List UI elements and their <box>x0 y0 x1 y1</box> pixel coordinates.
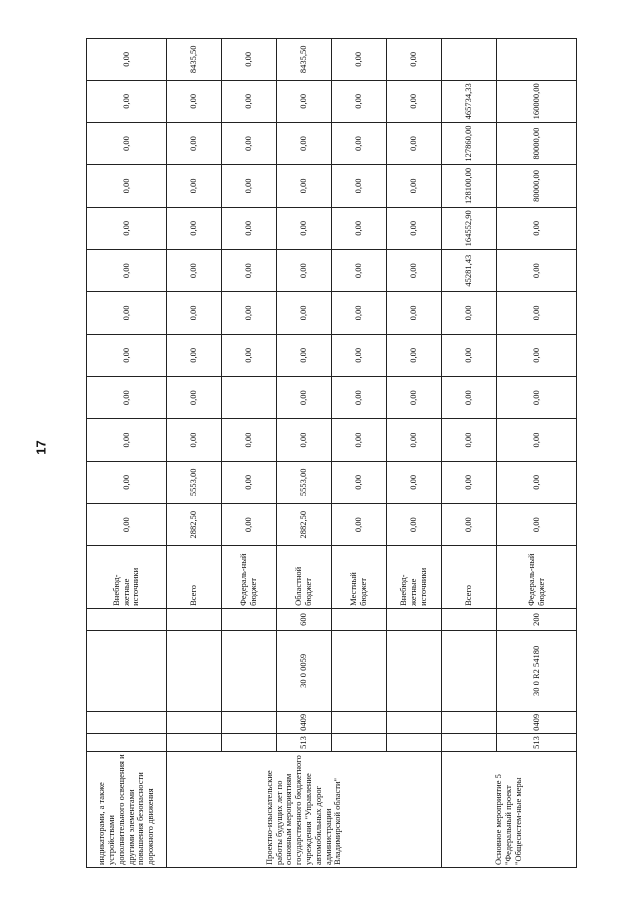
amount-cell: 0,00 <box>387 207 442 249</box>
amount-cell: 0,00 <box>222 334 277 376</box>
code-cell-vr <box>222 608 277 630</box>
amount-cell: 0,00 <box>387 39 442 81</box>
amount-cell: 5553,00 <box>167 461 222 503</box>
amount-cell: 80000,00 <box>497 122 577 164</box>
code-cell-vr <box>332 608 387 630</box>
amount-cell: 8435,50 <box>167 39 222 81</box>
amount-cell: 0,00 <box>87 207 167 249</box>
amount-cell: 0,00 <box>442 504 497 546</box>
code-cell-rz: 0409 <box>497 711 577 733</box>
amount-cell: 0,00 <box>497 504 577 546</box>
code-cell-gr <box>332 733 387 751</box>
table-row <box>277 39 332 868</box>
amount-cell: 0,00 <box>497 461 577 503</box>
amount-cell: 0,00 <box>332 504 387 546</box>
document-sheet <box>86 38 576 868</box>
code-cell-vr <box>442 608 497 630</box>
amount-cell: 0,00 <box>497 249 577 291</box>
amount-cell: 0,00 <box>277 334 332 376</box>
amount-cell: 80000,00 <box>497 165 577 207</box>
amount-cell: 45281,43 <box>442 249 497 291</box>
amount-cell: 0,00 <box>87 419 167 461</box>
code-cell-rz <box>222 711 277 733</box>
amount-cell <box>497 39 577 81</box>
amount-cell: 5553,00 <box>277 461 332 503</box>
amount-cell: 0,00 <box>222 122 277 164</box>
table-row <box>387 39 442 868</box>
amount-cell: 0,00 <box>87 39 167 81</box>
table-row <box>87 39 167 868</box>
activity-description-cell: Основное мероприятие 5 "Федеральный проект "Общесистем-ные меры <box>442 752 577 868</box>
code-cell-csr <box>387 631 442 712</box>
funding-source-cell: Всего <box>167 546 222 609</box>
amount-cell: 0,00 <box>87 292 167 334</box>
amount-cell: 0,00 <box>497 419 577 461</box>
amount-cell: 0,00 <box>167 419 222 461</box>
amount-cell: 0,00 <box>332 80 387 122</box>
code-cell-csr <box>167 631 222 712</box>
amount-cell: 0,00 <box>222 419 277 461</box>
amount-cell: 0,00 <box>87 461 167 503</box>
code-cell-gr <box>442 733 497 751</box>
table-row <box>167 39 222 868</box>
amount-cell: 465734,33 <box>442 80 497 122</box>
table-row <box>497 39 577 868</box>
table-row <box>222 39 277 868</box>
amount-cell: 0,00 <box>167 122 222 164</box>
code-cell-rz <box>387 711 442 733</box>
amount-cell: 0,00 <box>387 249 442 291</box>
amount-cell: 0,00 <box>497 292 577 334</box>
activity-description-cell: индикаторами, а также устройствами дополнительного освещения и другими элементами повышения безопасности дорожного движения <box>87 752 167 868</box>
funding-source-cell: Федераль-ный бюджет <box>222 546 277 609</box>
amount-cell: 0,00 <box>332 207 387 249</box>
amount-cell: 0,00 <box>277 80 332 122</box>
amount-cell: 0,00 <box>222 504 277 546</box>
amount-cell: 0,00 <box>87 334 167 376</box>
amount-cell: 0,00 <box>277 292 332 334</box>
amount-cell: 0,00 <box>222 207 277 249</box>
amount-cell: 0,00 <box>222 39 277 81</box>
code-cell-vr: 600 <box>277 608 332 630</box>
funding-source-cell: Внебюд-жетные источники <box>87 546 167 609</box>
amount-cell: 0,00 <box>497 376 577 418</box>
amount-cell: 0,00 <box>277 122 332 164</box>
code-cell-csr <box>332 631 387 712</box>
code-cell-rz: 0409 <box>277 711 332 733</box>
amount-cell: 0,00 <box>332 122 387 164</box>
code-cell-gr <box>87 733 167 751</box>
amount-cell: 0,00 <box>222 249 277 291</box>
table-row <box>332 39 387 868</box>
code-cell-csr <box>87 631 167 712</box>
amount-cell: 0,00 <box>87 504 167 546</box>
amount-cell: 164552,90 <box>442 207 497 249</box>
code-cell-rz <box>442 711 497 733</box>
code-cell-csr <box>442 631 497 712</box>
amount-cell: 0,00 <box>497 207 577 249</box>
amount-cell: 0,00 <box>222 292 277 334</box>
amount-cell: 0,00 <box>332 419 387 461</box>
amount-cell: 0,00 <box>387 419 442 461</box>
amount-cell: 0,00 <box>87 165 167 207</box>
amount-cell: 0,00 <box>277 249 332 291</box>
amount-cell: 0,00 <box>277 207 332 249</box>
amount-cell: 0,00 <box>87 249 167 291</box>
funding-source-cell: Областной бюджет <box>277 546 332 609</box>
amount-cell: 0,00 <box>222 461 277 503</box>
amount-cell: 0,00 <box>222 165 277 207</box>
table-row <box>442 39 497 868</box>
amount-cell: 128100,00 <box>442 165 497 207</box>
amount-cell: 2882,50 <box>167 504 222 546</box>
code-cell-csr <box>222 631 277 712</box>
amount-cell: 0,00 <box>332 461 387 503</box>
code-cell-vr <box>387 608 442 630</box>
amount-cell: 0,00 <box>442 334 497 376</box>
code-cell-vr: 200 <box>497 608 577 630</box>
amount-cell: 2882,50 <box>277 504 332 546</box>
amount-cell <box>442 39 497 81</box>
code-cell-gr <box>387 733 442 751</box>
code-cell-gr <box>167 733 222 751</box>
amount-cell: 0,00 <box>442 419 497 461</box>
amount-cell: 0,00 <box>387 165 442 207</box>
funding-source-cell: Федераль-ный бюджет <box>497 546 577 609</box>
amount-cell: 0,00 <box>167 80 222 122</box>
amount-cell: 127860,00 <box>442 122 497 164</box>
amount-cell <box>222 376 277 418</box>
amount-cell: 0,00 <box>167 376 222 418</box>
code-cell-rz <box>87 711 167 733</box>
amount-cell: 0,00 <box>277 419 332 461</box>
amount-cell: 0,00 <box>222 80 277 122</box>
amount-cell: 0,00 <box>332 292 387 334</box>
rotated-table-container <box>86 38 576 868</box>
activity-description-cell: Проектно-изыскательские работы будущих лет по основным мероприятиям государственного бюджетного учреждения "Управление автомобильных дорог администрации Владимирской области" <box>167 752 442 868</box>
amount-cell: 0,00 <box>387 461 442 503</box>
amount-cell: 0,00 <box>167 292 222 334</box>
amount-cell: 0,00 <box>167 334 222 376</box>
amount-cell: 0,00 <box>167 249 222 291</box>
amount-cell: 8435,50 <box>277 39 332 81</box>
amount-cell: 0,00 <box>442 376 497 418</box>
amount-cell: 0,00 <box>332 334 387 376</box>
code-cell-csr: 30 0 0059 <box>277 631 332 712</box>
amount-cell: 0,00 <box>387 334 442 376</box>
code-cell-rz <box>167 711 222 733</box>
code-cell-gr: 513 <box>497 733 577 751</box>
code-cell-vr <box>87 608 167 630</box>
amount-cell: 0,00 <box>387 376 442 418</box>
amount-cell: 0,00 <box>167 207 222 249</box>
amount-cell: 0,00 <box>387 292 442 334</box>
amount-cell: 0,00 <box>442 461 497 503</box>
amount-cell: 0,00 <box>332 165 387 207</box>
amount-cell: 0,00 <box>332 249 387 291</box>
code-cell-gr <box>222 733 277 751</box>
amount-cell: 0,00 <box>387 122 442 164</box>
amount-cell: 0,00 <box>87 376 167 418</box>
funding-source-cell: Всего <box>442 546 497 609</box>
amount-cell: 0,00 <box>87 80 167 122</box>
budget-table <box>86 38 577 868</box>
code-cell-vr <box>167 608 222 630</box>
amount-cell: 160000,00 <box>497 80 577 122</box>
amount-cell: 0,00 <box>332 376 387 418</box>
funding-source-cell: Местный бюджет <box>332 546 387 609</box>
page-number: 17 <box>33 440 49 455</box>
code-cell-rz <box>332 711 387 733</box>
amount-cell: 0,00 <box>167 165 222 207</box>
funding-source-cell: Внебюд-жетные источники <box>387 546 442 609</box>
code-cell-csr: 30 0 R2 54180 <box>497 631 577 712</box>
code-cell-gr: 513 <box>277 733 332 751</box>
amount-cell: 0,00 <box>277 376 332 418</box>
amount-cell: 0,00 <box>87 122 167 164</box>
amount-cell: 0,00 <box>442 292 497 334</box>
amount-cell: 0,00 <box>277 165 332 207</box>
amount-cell: 0,00 <box>387 80 442 122</box>
amount-cell: 0,00 <box>387 504 442 546</box>
amount-cell: 0,00 <box>332 39 387 81</box>
amount-cell: 0,00 <box>497 334 577 376</box>
